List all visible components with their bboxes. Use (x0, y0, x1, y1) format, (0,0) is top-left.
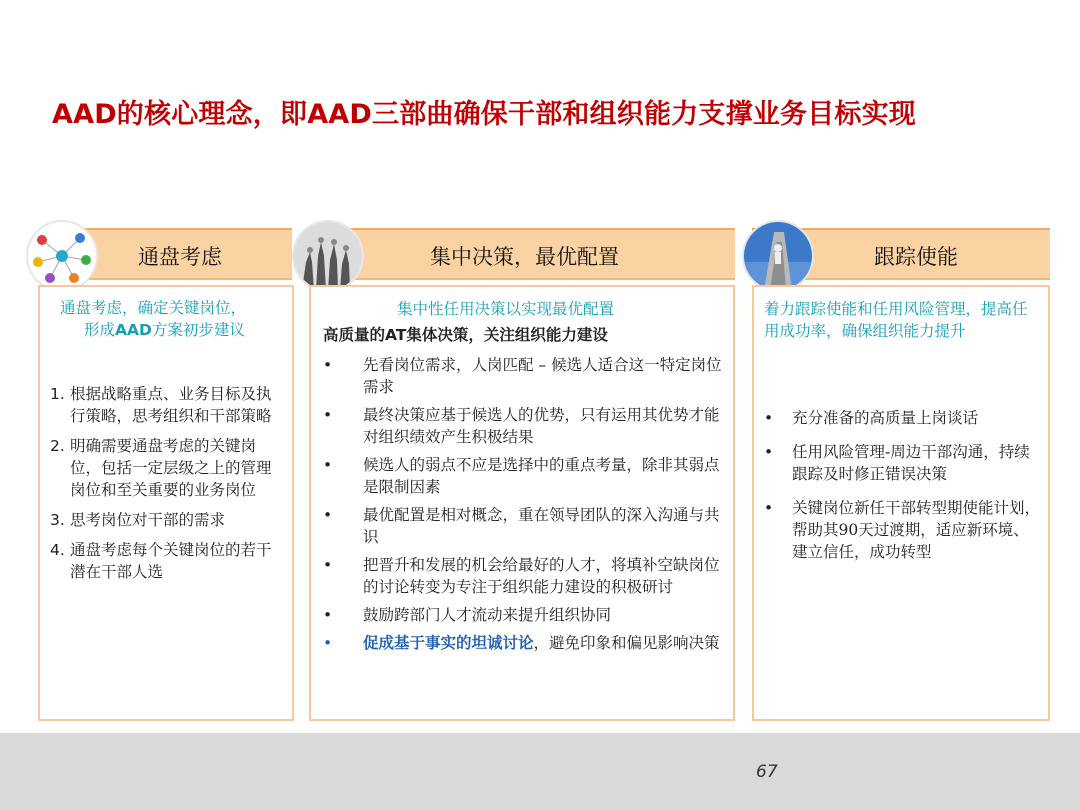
list-item (50, 383, 275, 427)
bullet-dot: • (323, 606, 333, 624)
people-network-icon (28, 222, 96, 290)
panel-genzong (752, 285, 1050, 721)
item-number: 2. (50, 437, 65, 455)
bullet-text: 候选人的弱点不应是选择中的重点考量，除非其弱点是限制因素 (363, 456, 720, 496)
tracking-bullets (764, 407, 1044, 569)
subtitle-part: 方案初步建议 (151, 321, 245, 339)
item-number: 3. (50, 511, 65, 529)
bullet-text: 充分准备的高质量上岗谈话 (792, 409, 979, 427)
bullet-text: 先看岗位需求，人岗匹配 – 候选人适合这一特定岗位需求 (363, 356, 722, 396)
item-number: 1. (50, 385, 65, 403)
lead-part: 高质量的 (323, 325, 386, 344)
item-text: 思考岗位对干部的需求 (70, 511, 226, 529)
bullet-dot: • (323, 506, 333, 524)
decision-bullets (323, 354, 727, 660)
panel-jizhong (309, 285, 735, 721)
bullet-text: 把晋升和发展的机会给最好的人才，将填补空缺岗位的讨论转变为专注于组织能力建设的积极研讨 (363, 556, 720, 596)
list-item (50, 435, 275, 501)
subtitle-line: 通盘考虑，确定关键岗位， (60, 299, 247, 317)
subtitle-genzong: 着力跟踪使能和任用风险管理，提高任用成功率，确保组织能力提升 (764, 300, 1028, 340)
list-item (764, 497, 1044, 563)
list-item (323, 454, 727, 498)
item-text: 根据战略重点、业务目标及执行策略，思考组织和干部策略 (70, 385, 272, 425)
list-item (764, 441, 1044, 485)
heading-jizhong: 集中决策，最优配置 (430, 245, 619, 269)
bullet-dot: • (323, 634, 333, 652)
subtitle-jizhong: 集中性任用决策以实现最优配置 (397, 300, 615, 318)
page-number: 67 (756, 762, 778, 782)
subtitle-line (60, 319, 290, 341)
lead-jizhong (323, 324, 608, 346)
bullet-text: 最优配置是相对概念，重在领导团队的深入沟通与共识 (363, 506, 720, 546)
bullet-dot: • (764, 499, 774, 517)
bullet-dot: • (323, 456, 333, 474)
subtitle-part: 形成 (84, 321, 116, 339)
panel-tonpan (38, 285, 294, 721)
header-jizhong (306, 228, 735, 280)
bullet-dot: • (323, 406, 333, 424)
bullet-text: ，避免印象和偏见影响决策 (533, 634, 720, 652)
page-title: AAD的核心理念，即AAD三部曲确保干部和组织能力支撑业务目标实现 (52, 99, 917, 130)
bullet-text: 鼓励跨部门人才流动来提升组织协同 (363, 606, 612, 624)
footer-bar (0, 733, 1080, 810)
bullet-dot: • (323, 556, 333, 574)
heading-tonpan: 通盘考虑 (138, 245, 222, 269)
bullet-strong-text: 促成基于事实的坦诚讨论 (363, 633, 534, 652)
bullet-text: 任用风险管理-周边干部沟通，持续跟踪及时修正错误决策 (792, 443, 1030, 483)
list-item (323, 554, 727, 598)
bullet-dot: • (323, 356, 333, 374)
list-item (323, 604, 727, 626)
hands-raised-icon (294, 222, 362, 290)
climber-icon (744, 222, 812, 290)
lead-part: AT (385, 326, 407, 344)
lead-part: 集体决策，关注组织能力建设 (406, 325, 608, 344)
list-item-highlight (323, 632, 727, 654)
bullet-text: 关键岗位新任干部转型期使能计划，帮助其90天过渡期，适应新环境、建立信任，成功转型 (792, 499, 1041, 561)
list-item (323, 404, 727, 448)
item-number: 4. (50, 541, 65, 559)
list-item (323, 354, 727, 398)
bullet-dot: • (764, 409, 774, 427)
item-text: 明确需要通盘考虑的关键岗位，包括一定层级之上的管理岗位和至关重要的业务岗位 (70, 437, 272, 499)
subtitle-tonpan (60, 297, 290, 341)
steps-list (50, 383, 275, 591)
list-item (764, 407, 1044, 429)
subtitle-part: AAD (115, 321, 152, 339)
heading-genzong: 跟踪使能 (874, 245, 958, 269)
list-item (50, 539, 275, 583)
bullet-text: 最终决策应基于候选人的优势，只有运用其优势才能对组织绩效产生积极结果 (363, 406, 720, 446)
item-text: 通盘考虑每个关键岗位的若干潜在干部人选 (70, 541, 272, 581)
bullet-dot: • (764, 443, 774, 461)
list-item (323, 504, 727, 548)
list-item (50, 509, 275, 531)
